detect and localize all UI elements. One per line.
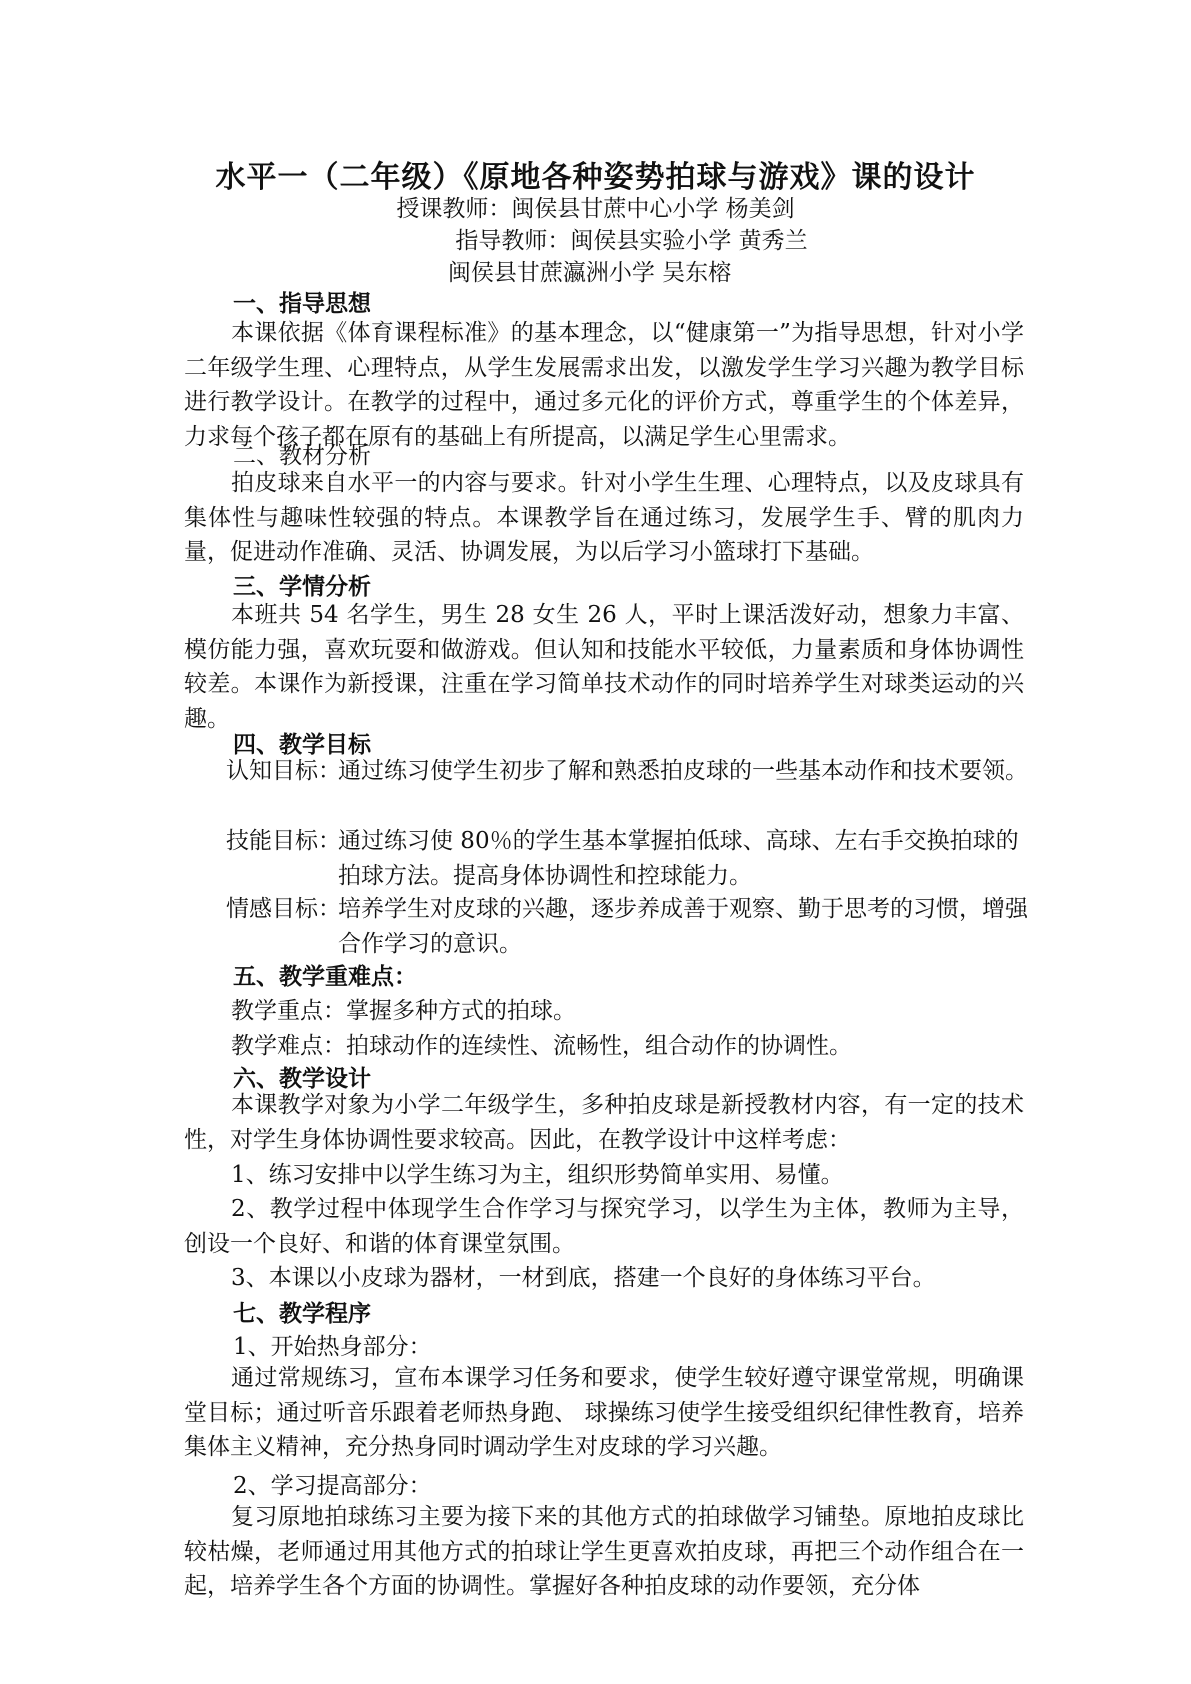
design-item-3: 3、本课以小皮球为器材，一材到底，搭建一个良好的身体练习平台。: [231, 1265, 936, 1291]
paragraph-design-intro: 本课教学对象为小学二年级学生，多种拍皮球是新授教材内容，有一定的技术性，对学生身体协调性要求较高。因此，在教学设计中这样考虑：: [184, 1092, 1024, 1153]
heading-teaching-procedure: 七、教学程序: [233, 1300, 371, 1327]
byline-advisor-1: 指导教师：闽侯县实验小学 黄秀兰: [455, 228, 808, 254]
goal-text: 通过练习使 80％的学生基本掌握拍低球、高球、左右手交换拍球的拍球方法。提高身体协调性和控球能力。: [338, 828, 1019, 889]
procedure-part2-text: 复习原地拍球练习主要为接下来的其他方式的拍球做学习铺垫。原地拍皮球比较枯燥，老师通过用其他方式的拍球让学生更喜欢拍皮球，再把三个动作组合在一起，培养学生各个方面的协调性。掌握好各种拍皮球的动作要领，充分体: [184, 1504, 1024, 1600]
procedure-part1-title: 1、开始热身部分：: [233, 1334, 432, 1360]
goal-text: 培养学生对皮球的兴趣，逐步养成善于观察、勤于思考的习惯，增强合作学习的意识。: [338, 896, 1028, 957]
goal-label: 情感目标：: [226, 896, 341, 922]
document-title: 水平一（二年级）《原地各种姿势拍球与游戏》课的设计: [215, 160, 976, 195]
heading-teaching-design: 六、教学设计: [233, 1065, 371, 1092]
teaching-difficulty: 教学难点：拍球动作的连续性、流畅性，组合动作的协调性。: [231, 1033, 852, 1059]
paragraph-guiding-ideas: 本课依据《体育课程标准》的基本理念，以“健康第一”为指导思想，针对小学二年级学生理、心理特点，从学生发展需求出发，以激发学生学习兴趣为教学目标进行教学设计。在教学的过程中，通过多元化的评价方式，尊重学生的个体差异，力求每个孩子都在原有的基础上有所提高，以满足学生心里需求。: [184, 320, 1024, 450]
paragraph-material-analysis: 拍皮球来自水平一的内容与要求。针对小学生生理、心理特点，以及皮球具有集体性与趣味性较强的特点。本课教学旨在通过练习，发展学生手、臂的肌肉力量，促进动作准确、灵活、协调发展，为以后学习小篮球打下基础。: [184, 470, 1024, 566]
heading-guiding-ideas: 一、指导思想: [233, 290, 371, 317]
goal-text: 通过练习使学生初步了解和熟悉拍皮球的一些基本动作和技术要领。: [338, 758, 1028, 784]
paragraph-student-analysis: 本班共 54 名学生，男生 28 女生 26 人，平时上课活泼好动，想象力丰富、模仿能力强，喜欢玩耍和做游戏。但认知和技能水平较低，力量素质和身体协调性较差。本课作为新授课，注重在学习简单技术动作的同时培养学生对球类运动的兴趣。: [184, 602, 1024, 732]
heading-material-analysis: 二、教材分析: [233, 443, 371, 469]
goal-label: 技能目标：: [226, 828, 341, 854]
design-item-2: 2、教学过程中体现学生合作学习与探究学习，以学生为主体，教师为主导，创设一个良好、和谐的体育课堂氛围。: [184, 1196, 1024, 1257]
goal-label: 认知目标：: [226, 758, 341, 784]
heading-key-difficulties: 五、教学重难点：: [233, 963, 417, 990]
byline-teacher: 授课教师：闽侯县甘蔗中心小学 杨美剑: [396, 196, 795, 222]
heading-teaching-goals: 四、教学目标: [233, 731, 371, 758]
heading-student-analysis: 三、学情分析: [233, 573, 371, 600]
byline-advisor-2: 闽侯县甘蔗瀛洲小学 吴东榕: [447, 260, 732, 286]
teaching-key-point: 教学重点：掌握多种方式的拍球。: [231, 998, 576, 1024]
procedure-part1-text: 通过常规练习，宣布本课学习任务和要求，使学生较好遵守课堂常规，明确课堂目标；通过听音乐跟着老师热身跑、 球操练习使学生接受组织纪律性教育，培养集体主义精神，充分热身同时调动学生对皮球的学习兴趣。: [184, 1365, 1024, 1461]
design-item-1: 1、练习安排中以学生练习为主，组织形势简单实用、易懂。: [231, 1162, 844, 1188]
procedure-part2-title: 2、学习提高部分：: [233, 1473, 432, 1499]
